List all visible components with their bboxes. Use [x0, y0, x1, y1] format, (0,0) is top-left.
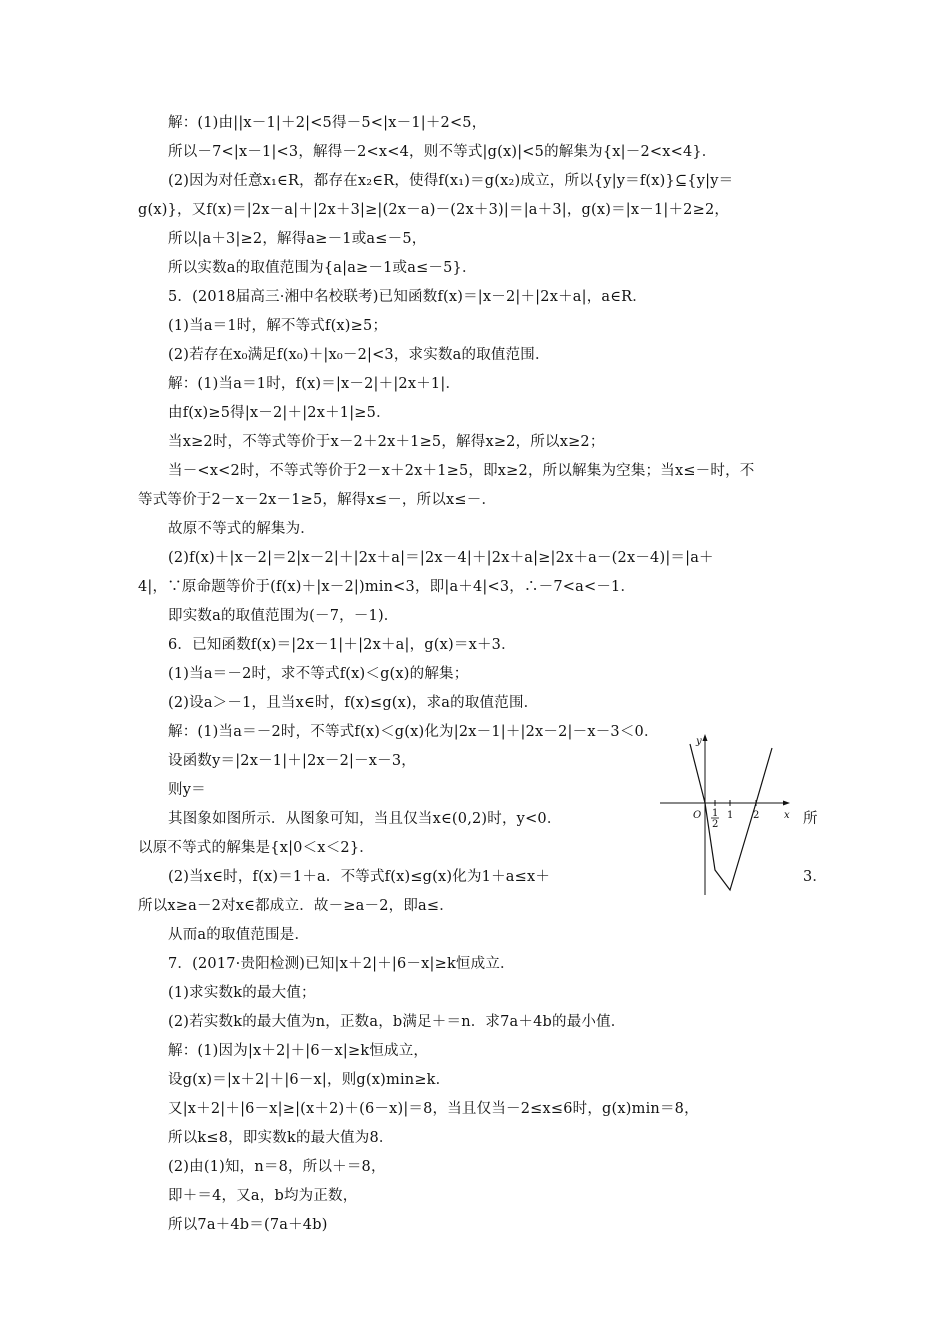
text-line: 解：(1)当a＝－2时，不等式f(x)＜g(x)化为|2x－1|＋|2x－2|－x－3＜0．: [168, 724, 659, 740]
text-line: 当－<x<2时，不等式等价于2－x＋2x＋1≥5，即x≥2，所以解集为空集；当x≤－时，不: [168, 463, 755, 479]
text-line: 由f(x)≥5得|x－2|＋|2x＋1|≥5．: [168, 405, 391, 421]
text-line: 即实数a的取值范围为(－7，－1)．: [168, 608, 399, 624]
text-line: 则y＝: [168, 782, 206, 798]
tick-one-label: 1: [727, 810, 734, 821]
text-line: 所以7a＋4b＝(7a＋4b): [168, 1217, 328, 1233]
tick-half-numerator: 1: [712, 808, 719, 819]
text-line: (2)设a＞－1，且当x∈时，f(x)≤g(x)，求a的取值范围．: [168, 695, 539, 711]
text-line: 所以x≥a－2对x∈都成立．故－≥a－2，即a≤．: [138, 898, 454, 914]
text-line: 设g(x)＝|x＋2|＋|6－x|，则g(x)min≥k．: [168, 1072, 451, 1088]
text-line: 所以实数a的取值范围为{a|a≥－1或a≤－5}．: [168, 260, 477, 276]
origin-label: O: [693, 810, 702, 821]
x-axis-label: x: [784, 810, 790, 821]
text-line: (2)若存在x₀满足f(x₀)＋|x₀－2|<3，求实数a的取值范围．: [168, 347, 550, 363]
tick-two-label: 2: [753, 810, 760, 821]
text-line: 解：(1)因为|x＋2|＋|6－x|≥k恒成立，: [168, 1043, 429, 1059]
text-line: 当x≥2时，不等式等价于x－2＋2x＋1≥5，解得x≥2，所以x≥2；: [168, 434, 605, 450]
text-line: 故原不等式的解集为．: [168, 521, 315, 537]
text-line: 4|，∵原命题等价于(f(x)＋|x－2|)min<3，即|a＋4|<3，∴－7<a<－1．: [138, 579, 636, 595]
text-line: 又|x＋2|＋|6－x|≥|(x＋2)＋(6－x)|＝8，当且仅当－2≤x≤6时，g(x)min＝8，: [168, 1101, 699, 1117]
text-line: 设函数y＝|2x－1|＋|2x－2|－x－3，: [168, 753, 416, 769]
text-line: 所以|a＋3|≥2，解得a≥－1或a≤－5，: [168, 231, 427, 247]
text-line: (2)因为对任意x₁∈R，都存在x₂∈R，使得f(x₁)＝g(x₂)成立，所以{y|y＝f(x)}⊆{y|y＝: [168, 173, 734, 189]
text-line: 3．: [803, 869, 828, 885]
text-line: 所以k≤8，即实数k的最大值为8．: [168, 1130, 394, 1146]
text-line: 所以－7<|x－1|<3，解得－2<x<4，则不等式|g(x)|<5的解集为{x|－2<x<4}．: [168, 144, 717, 160]
text-line: (1)当a＝1时，解不等式f(x)≥5；: [168, 318, 388, 334]
y-axis-label: y: [696, 736, 702, 747]
function-graph: [660, 730, 800, 900]
text-line: (2)由(1)知，n＝8，所以＋＝8，: [168, 1159, 386, 1175]
text-line: 所: [803, 811, 818, 827]
text-line: 6．已知函数f(x)＝|2x－1|＋|2x＋a|，g(x)＝x＋3．: [168, 637, 516, 653]
text-line: 以原不等式的解集是{x|0＜x＜2}．: [138, 840, 374, 856]
text-line: (2)若实数k的最大值为n，正数a，b满足＋＝n．求7a＋4b的最小值．: [168, 1014, 626, 1030]
text-line: g(x)}，又f(x)＝|2x－a|＋|2x＋3|≥|(2x－a)－(2x＋3)|＝|a＋3|，g(x)＝|x－1|＋2≥2，: [138, 202, 730, 218]
text-line: 解：(1)由||x－1|＋2|<5得－5<|x－1|＋2<5，: [168, 115, 487, 131]
text-line: (1)求实数k的最大值；: [168, 985, 316, 1001]
text-line: (2)f(x)＋|x－2|＝2|x－2|＋|2x＋a|＝|2x－4|＋|2x＋a|≥|2x＋a－(2x－4)|＝|a＋: [168, 550, 714, 566]
x-axis-arrow: [783, 801, 790, 806]
text-line: 其图象如图所示．从图象可知，当且仅当x∈(0,2)时，y<0．: [168, 811, 562, 827]
text-line: (2)当x∈时，f(x)＝1＋a．不等式f(x)≤g(x)化为1＋a≤x＋: [168, 869, 551, 885]
text-line: 5．(2018届高三·湘中名校联考)已知函数f(x)＝|x－2|＋|2x＋a|，a∈R．: [168, 289, 647, 305]
text-line: 解：(1)当a＝1时，f(x)＝|x－2|＋|2x＋1|．: [168, 376, 461, 392]
text-line: 即＋＝4，又a，b均为正数，: [168, 1188, 358, 1204]
text-line: 等式等价于2－x－2x－1≥5，解得x≤－，所以x≤－．: [138, 492, 497, 508]
text-line: 从而a的取值范围是．: [168, 927, 310, 943]
y-axis-arrow: [703, 734, 708, 741]
text-line: (1)当a＝－2时，求不等式f(x)＜g(x)的解集；: [168, 666, 469, 682]
tick-half-denominator: 2: [712, 819, 719, 830]
text-line: 7．(2017·贵阳检测)已知|x＋2|＋|6－x|≥k恒成立．: [168, 956, 515, 972]
